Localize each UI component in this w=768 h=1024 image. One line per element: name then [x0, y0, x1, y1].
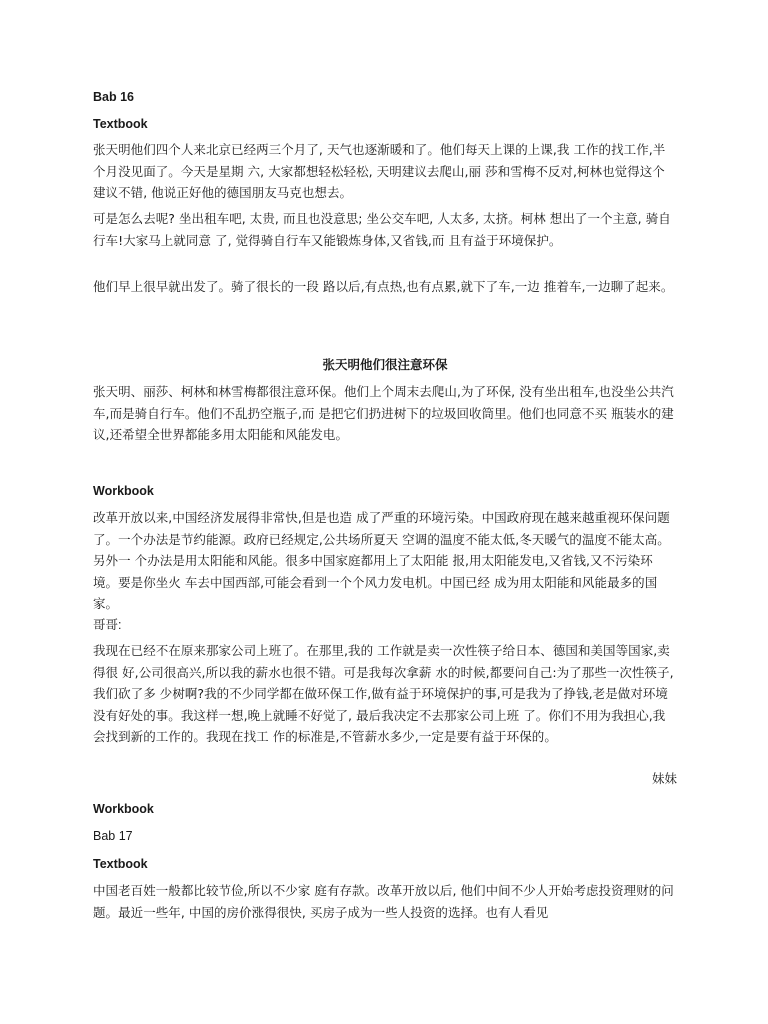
- bab-17-label: Bab 17: [93, 829, 133, 843]
- paragraph-4: 张天明、丽莎、柯林和林雪梅都很注意环保。他们上个周末去爬山,为了环保, 没有坐出租车,也没坐公共汽车,而是骑自行车。他们不乱扔空瓶子,而 是把它们扔进树下的垃圾回收筒里。他们也同意不买 瓶装水的建议,还希望全世界都能多用太阳能和风能发电。: [93, 384, 674, 442]
- textbook-label-2: Textbook: [93, 857, 148, 871]
- paragraph-6: 我现在已经不在原来那家公司上班了。在那里,我的 工作就是卖一次性筷子给日本、德国和美国等国家,卖得很 好,公司很高兴,所以我的薪水也很不错。可是我每次拿薪 水的时候,都要问自己:为了那些一次性筷子,我们砍了多 少树啊?我的不少同学都在做环保工作,做有益于环境保护的事,可是我为了挣钱,老是做对环境没有好处的事。我这样一想,晚上就睡不好觉了, 最后我决定不去那家公司上班 了。你们不用为我担心,我会找到新的工作的。我现在找工 作的标准是,不管薪水多少,一定是要有益于环保的。: [93, 643, 674, 744]
- workbook-label: Workbook: [93, 484, 154, 498]
- paragraph-1: 张天明他们四个人来北京已经两三个月了, 天气也逐渐暖和了。他们每天上课的上课,我 工作的找工作,半个月没见面了。今天是星期 六, 大家都想轻松轻松, 天明建议去爬山,丽 莎和雪梅不反对,柯林也觉得这个建议不错, 他说正好他的德国朋友马克也想去。: [93, 142, 666, 200]
- letter-signature: 妹妹: [651, 771, 677, 786]
- paragraph-3: 他们早上很早就出发了。骑了很长的一段 路以后,有点热,也有点累,就下了车,一边 推着车,一边聊了起来。: [93, 279, 674, 294]
- workbook-label-2: Workbook: [93, 802, 154, 816]
- letter-salutation: 哥哥:: [93, 618, 122, 632]
- paragraph-7: 中国老百姓一般都比较节俭,所以不少家 庭有存款。改革开放以后, 他们中间不少人开始考虑投资理财的问题。最近一些年, 中国的房价涨得很快, 买房子成为一些人投资的选择。也有人看见: [93, 883, 674, 920]
- paragraph-5: 改革开放以来,中国经济发展得非常快,但是也造 成了严重的环境污染。中国政府现在越来越重视环保问题 了。一个办法是节约能源。政府已经规定,公共场所夏天 空调的温度不能太低,冬天暖气的温度不能太高。另外一 个办法是用太阳能和风能。很多中国家庭都用上了太阳能 报,用太阳能发电,又省钱,又不污染环境。要是你坐火 车去中国西部,可能会看到一个个风力发电机。中国已经 成为用太阳能和风能最多的国家。: [93, 510, 670, 611]
- section-title: 张天明他们很注意环保: [322, 357, 448, 372]
- bab-16-label: Bab 16: [93, 90, 134, 104]
- textbook-label: Textbook: [93, 117, 148, 131]
- paragraph-2: 可是怎么去呢? 坐出租车吧, 太贵, 而且也没意思; 坐公交车吧, 人太多, 太挤。柯林 想出了一个主意, 骑自行车!大家马上就同意 了, 觉得骑自行车又能锻炼身体,又省钱,而 且有益于环境保护。: [93, 211, 671, 248]
